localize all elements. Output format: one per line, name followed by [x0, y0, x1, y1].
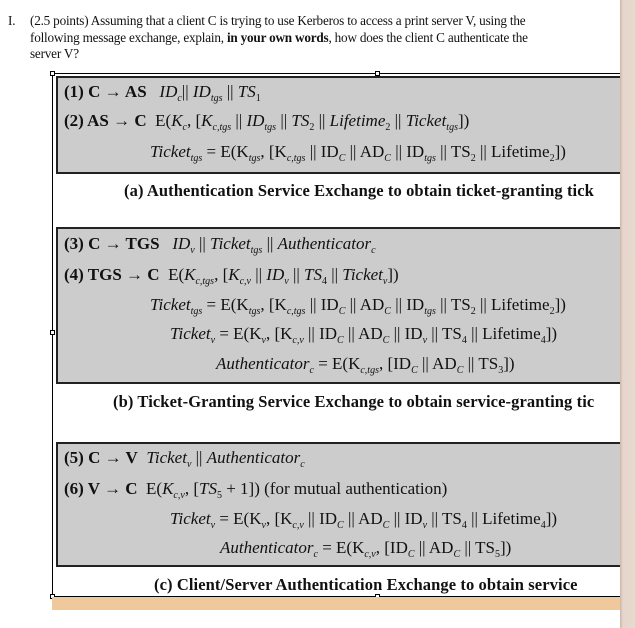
ticket-tgs-definition: Ticket$_{tgs}$ = $E(K_{tgs}$, [$K_{c,tgs}$ || $ID_C$ || $AD_C$ || $ID_{tgs}$ || $TS_2$ || Lifetime$_2$])	[150, 142, 566, 164]
question-bold-emphasis: in your own words	[226, 29, 329, 45]
window-edge-scrollbar[interactable]	[620, 0, 635, 628]
message-line-4: (4) TGS → C $E(K_{c,tgs}$, [$K_{c,v}$ || $ID_v$ || $TS_4$ || Ticket$_v$])	[64, 265, 399, 287]
resize-handle-top-left[interactable]	[50, 71, 55, 76]
caption-b: (b) Ticket-Granting Service Exchange to obtain service-granting tic	[113, 392, 595, 411]
exchange-box-a	[56, 76, 635, 174]
exchange-box-b	[56, 227, 635, 384]
question-text	[8, 13, 528, 63]
caption-c: (c) Client/Server Authentication Exchange to obtain service	[154, 575, 578, 594]
question-text-after-bold: , how does the client C authenticate the server V?	[30, 29, 528, 61]
ticket-v-definition: Ticket$_v$ = $E(K_v$, [$K_{c,v}$ || $ID_C$ || $AD_C$ || $ID_v$ || $TS_4$ || Lifetime$_4$])	[170, 324, 558, 346]
ticket-tgs-definition: Ticket$_{tgs}$ = $E(K_{tgs}$, [$K_{c,tgs}$ || $ID_C$ || $AD_C$ || $ID_{tgs}$ || $TS_2$ || Lifetime$_2$])	[150, 295, 566, 317]
message-line-1: (1) C → AS $ID_c||$ $ID_{tgs}$ || $TS_1$	[64, 82, 261, 104]
page-break-bar	[52, 597, 620, 610]
authenticator-c-definition: Authenticator$_c$ = $E(K_{c,v}$, [$ID_C$ || $AD_C$ || $TS_5$])	[220, 538, 512, 560]
question-text-before-bold: (2.5 points) Assuming that a client C is trying to use Kerberos to access a print server V, using the following message exchange, explain,	[30, 13, 526, 45]
authenticator-c-definition: Authenticator$_c$ = $E(K_{c,tgs}$, [$ID_C$ || $AD_C$ || $TS_3$])	[216, 354, 515, 376]
exchange-box-c	[56, 442, 635, 567]
caption-a: (a) Authentication Service Exchange to obtain ticket-granting tick	[124, 181, 594, 200]
message-line-5: (5) C → V Ticket$_v$ || Authenticator$_c$	[64, 448, 305, 470]
resize-handle-middle-left[interactable]	[50, 330, 55, 335]
message-line-3: (3) C → TGS $ID_v$ || Ticket$_{tgs}$ || Authenticator$_c$	[64, 234, 376, 256]
message-line-2: (2) AS → C $E(K_c$, [$K_{c,tgs}$ || $ID_{tgs}$ || $TS_2$ || Lifetime$_2$ || Ticket$_{tgs}$])	[64, 111, 470, 133]
question-body	[30, 13, 528, 63]
message-line-6: (6) V → C $E(K_{c,v}$, $[TS_5 + 1]$) (for mutual authentication)	[64, 479, 448, 501]
ticket-v-definition: Ticket$_v$ = $E(K_v$, [$K_{c,v}$ || $ID_C$ || $AD_C$ || $ID_v$ || $TS_4$ || Lifetime$_4$])	[170, 509, 558, 531]
question-number: I.	[8, 13, 16, 28]
